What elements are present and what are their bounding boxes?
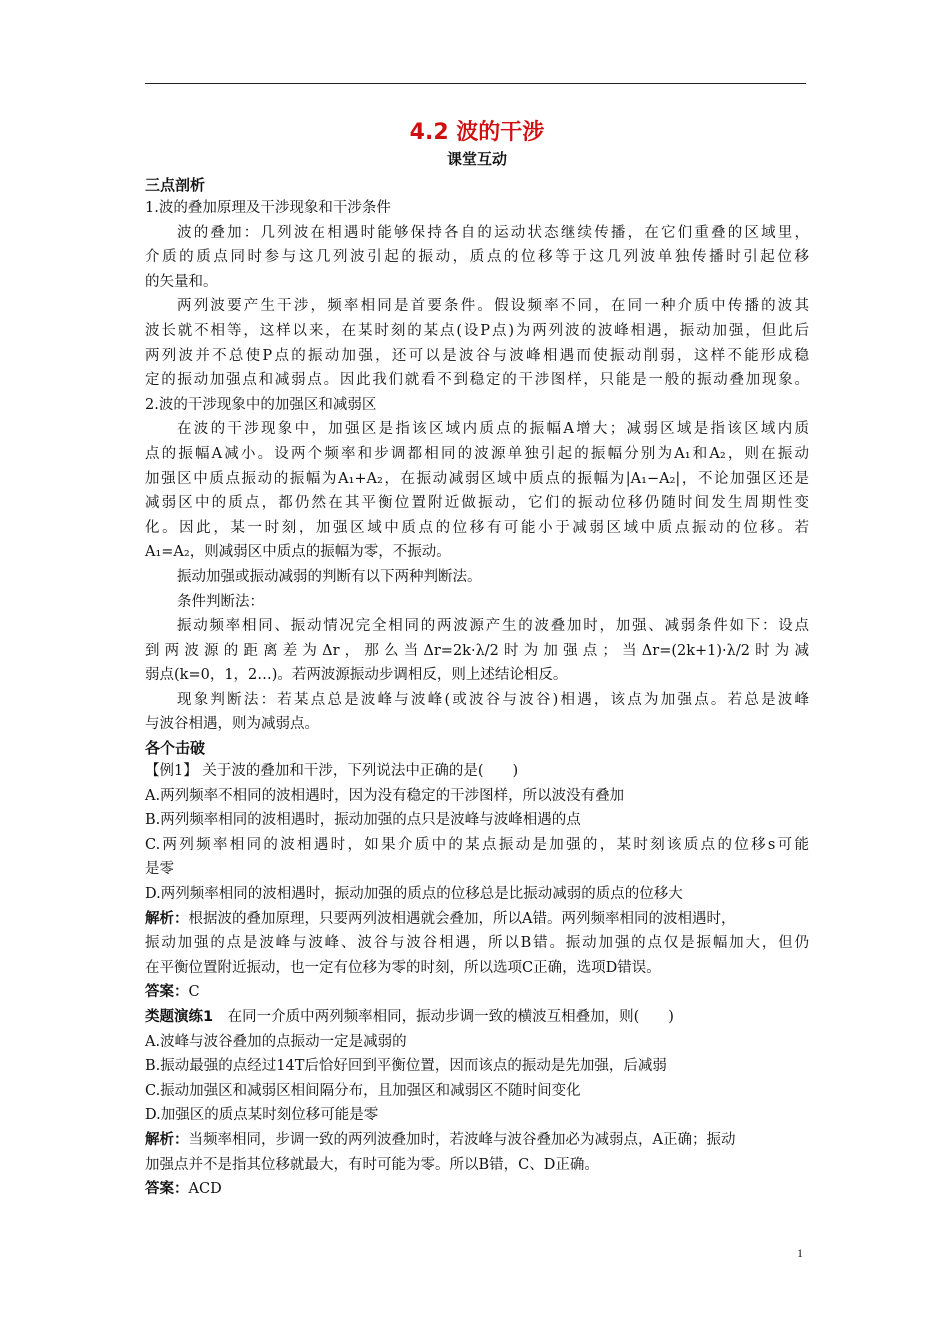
paragraph-line: 两列波并不总使P点的振动加强，还可以是波谷与波峰相遇而使振动削弱，这样不能形成稳: [145, 347, 809, 364]
practice-label: 类题演练1: [145, 1009, 214, 1025]
practice-option: D.加强区的质点某时刻位移可能是零: [145, 1107, 379, 1124]
analysis-text: 根据波的叠加原理，只要两列波相遇就会叠加，所以A错。两列频率相同的波相遇时，: [188, 910, 736, 927]
answer-value: C: [188, 984, 200, 1001]
example-analysis-line: 在平衡位置附近振动，也一定有位移为零的时刻，所以选项C正确，选项D错误。: [145, 959, 661, 976]
practice-answer-line: [145, 1177, 809, 1202]
paragraph-line: 加强区中质点振动的振幅为A₁+A₂，在振动减弱区域中质点的振幅为|A₁−A₂|，不论加强区还是: [145, 470, 809, 487]
answer-label: 答案：: [145, 1181, 189, 1198]
practice-option: A.波峰与波谷叠加的点振动一定是减弱的: [145, 1033, 407, 1050]
analysis-label: 解析：: [145, 1131, 189, 1148]
paragraph-line: 两列波要产生干涉，频率相同是首要条件。假设频率不同，在同一种介质中传播的波其: [177, 298, 809, 315]
paragraph-line: 介质的质点同时参与这几列波引起的振动，质点的位移等于这几列波单独传播时引起位移: [145, 249, 809, 266]
paragraph-line: 定的振动加强点和减弱点。因此我们就看不到稳定的干涉图样，只能是一般的振动叠加现象。: [145, 372, 809, 389]
item-title-2: 2.波的干涉现象中的加强区和减弱区: [145, 396, 377, 413]
answer-label: 答案：: [145, 984, 189, 1001]
answer-value: ACD: [188, 1181, 222, 1198]
header-rule: [145, 83, 806, 84]
paragraph-line: 点的振幅A减小。设两个频率和步调都相同的波源单独引起的振幅分别为A₁和A₂，则在振动: [145, 445, 809, 462]
paragraph-line: 波的叠加：几列波在相遇时能够保持各自的运动状态继续传播，在它们重叠的区域里，: [177, 224, 809, 241]
paragraph-line: 波长就不相等，这样以来，在某时刻的某点(设P点)为两列波的波峰相遇，振动加强，但此后: [145, 322, 809, 339]
section-heading-practice: 各个击破: [145, 739, 206, 758]
paragraph-line: 到两波源的距离差为Δr，那么当Δr=2k·λ/2时为加强点；当Δr=(2k+1)·λ/2时为减: [145, 642, 809, 659]
practice-question: [145, 1005, 809, 1030]
paragraph-line: 与波谷相遇，则为减弱点。: [145, 716, 319, 733]
page-title: 4.2 波的干涉: [409, 120, 545, 145]
paragraph-line: 减弱区中的质点，都仍然在其平衡位置附近做振动，它们的振动位移仍随时间发生周期性变: [145, 495, 809, 512]
example-answer-line: [145, 980, 809, 1005]
paragraph-line: 条件判断法：: [177, 593, 264, 610]
paragraph-line: 现象判断法：若某点总是波峰与波峰(或波谷与波谷)相遇，该点为加强点。若总是波峰: [177, 691, 809, 708]
section-heading-analysis: 三点剖析: [145, 176, 206, 194]
page-subtitle: 课堂互动: [446, 150, 507, 168]
paragraph-line: 振动频率相同、振动情况完全相同的两波源产生的波叠加时，加强、减弱条件如下：设点: [177, 618, 809, 635]
analysis-label: 解析：: [145, 910, 189, 927]
document-page: [145, 118, 809, 1202]
practice-option: C.振动加强区和减弱区相间隔分布，且加强区和减弱区不随时间变化: [145, 1082, 581, 1099]
paragraph-line: A₁=A₂，则减弱区中质点的振幅为零，不振动。: [145, 544, 451, 561]
practice-analysis-line: 加强点并不是指其位移就最大，有时可能为零。所以B错，C、D正确。: [145, 1156, 599, 1173]
paragraph-line: 在波的干涉现象中，加强区是指该区域内质点的振幅A增大；减弱区域是指该区域内质: [177, 421, 809, 438]
example-option: B.两列频率相同的波相遇时，振动加强的点只是波峰与波峰相遇的点: [145, 812, 581, 829]
practice-option: B.振动最强的点经过14T后恰好回到平衡位置，因而该点的振动是先加强，后减弱: [145, 1058, 667, 1075]
item-title-1: 1.波的叠加原理及干涉现象和干涉条件: [145, 200, 391, 216]
example-option: A.两列频率不相同的波相遇时，因为没有稳定的干涉图样，所以波没有叠加: [145, 787, 625, 804]
analysis-text: 当频率相同，步调一致的两列波叠加时，若波峰与波谷叠加必为减弱点，A正确；振动: [188, 1131, 736, 1148]
example-analysis-line: [145, 907, 809, 932]
practice-analysis-line: [145, 1128, 809, 1153]
practice-text: 在同一介质中两列频率相同，振动步调一致的横波互相叠加，则( ): [213, 1009, 674, 1025]
paragraph-line: 弱点(k=0，1，2…)。若两波源振动步调相反，则上述结论相反。: [145, 667, 568, 684]
example-option: D.两列频率相同的波相遇时，振动加强的质点的位移总是比振动减弱的质点的位移大: [145, 886, 683, 903]
paragraph-line: 振动加强或振动减弱的判断有以下两种判断法。: [177, 568, 482, 585]
paragraph-line: 化。因此，某一时刻，加强区域中质点的位移有可能小于减弱区域中质点振动的位移。若: [145, 519, 809, 536]
example-analysis-line: 振动加强的点是波峰与波峰、波谷与波谷相遇，所以B错。振动加强的点仅是振幅加大，但仍: [145, 935, 809, 952]
paragraph-line: 的矢量和。: [145, 273, 218, 290]
page-number: 1: [797, 1246, 803, 1260]
example-option: C.两列频率相同的波相遇时，如果介质中的某点振动是加强的，某时刻该质点的位移s可能: [145, 836, 809, 853]
example-option: 是零: [145, 861, 174, 878]
example-question: 【例1】 关于波的叠加和干涉，下列说法中正确的是( ): [145, 763, 519, 780]
